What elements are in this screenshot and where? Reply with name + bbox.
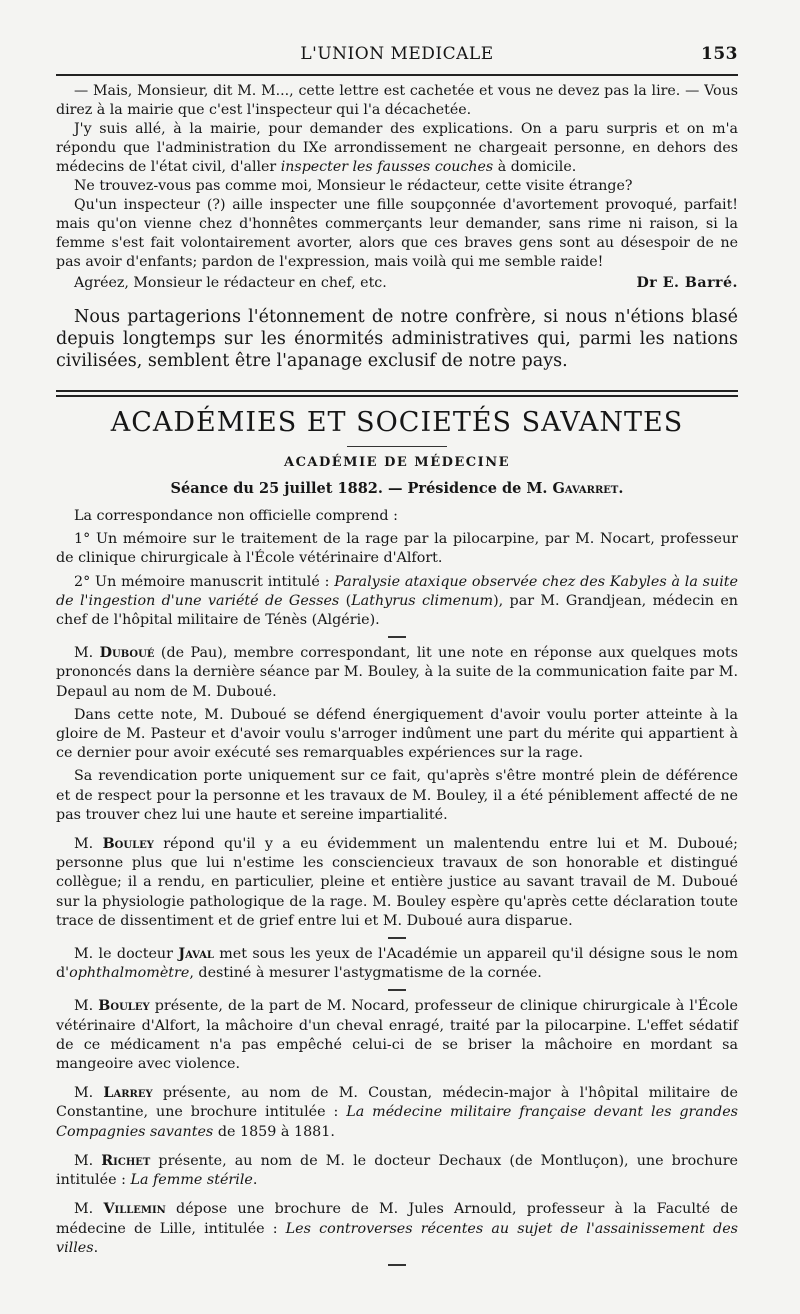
separator <box>388 989 406 991</box>
correspondence-item: 2° Un mémoire manuscrit intitulé : Paralysie ataxique observée chez des Kabyles à la suite de l'ingestion d'une variété de Gesses (Lathyrus climenum), par M. Grandjean, médecin en chef de l'hôpital militaire de Ténès (Algérie). <box>56 573 738 629</box>
letter-paragraph: — Mais, Monsieur, dit M. M..., cette lettre est cachetée et vous ne devez pas la lire. — Vous direz à la mairie que c'est l'inspecteur qui l'a décachetée. <box>56 83 738 118</box>
minutes-paragraph: M. Bouley présente, de la part de M. Nocard, professeur de clinique chirurgicale à l'École vétérinaire d'Alfort, la mâchoire d'un cheval enragé, traité par la pilocarpine. L'effet sédatif de ce médicament n'a pas empêché celui-ci de se briser la mâchoire en mordant sa mangeoire avec violence. <box>56 998 738 1073</box>
end-ornament <box>388 1264 406 1266</box>
letter-closing: Agréez, Monsieur le rédacteur en chef, etc. <box>74 275 387 291</box>
minutes-paragraph: Sa revendication porte uniquement sur ce fait, qu'après s'être montré plein de déférence et de respect pour la personne et les travaux de M. Bouley, il a été péniblement affecté de ne pas trouver chez lui une haute et sereine impartialité. <box>56 768 738 823</box>
running-head <box>56 38 738 68</box>
separator <box>388 636 406 638</box>
minutes-paragraph: Dans cette note, M. Duboué se défend énergiquement d'avoir voulu porter atteinte à la gloire de M. Pasteur et d'avoir voulu s'arroger indûment une part du mérite qui appartient à ce dernier pour avoir exécuté ses remarquables expériences sur la rage. <box>56 706 738 762</box>
title-rule <box>347 446 447 447</box>
minutes-paragraph: M. Villemin dépose une brochure de M. Jules Arnould, professeur à la Faculté de médecine de Lille, intitulée : Les controverses récentes au sujet de l'assainissement des villes. <box>56 1201 739 1256</box>
header-rule <box>56 74 738 76</box>
minutes-paragraph: M. Bouley répond qu'il y a eu évidemment un malentendu entre lui et M. Duboué; personne plus que lui n'estime les consciencieux travaux de son honorable et distingué collègue; il a rendu, en particulier, pleine et entière justice au savant travail de M. Duboué sur la physiologie pathologique de la rage. M. Bouley espère qu'après cette déclaration toute trace de dissentiment et de grief entre lui et M. Duboué aura disparue. <box>56 836 738 929</box>
letter-paragraph: Ne trouvez-vous pas comme moi, Monsieur le rédacteur, cette visite étrange? <box>74 178 633 194</box>
letter-paragraph: J'y suis allé, à la mairie, pour demander des explications. On a paru surpris et on m'a répondu que l'administration du IXe arrondissement ne chargeait personne, en dehors des médecins de l'état civil, d'aller inspecter les fausses couches à domicile. <box>56 121 738 175</box>
letter-closing-row <box>56 272 738 294</box>
correspondence-intro: La correspondance non officielle comprend : <box>74 508 398 524</box>
section-title: ACADÉMIES ET SOCIETÉS SAVANTES <box>110 407 684 438</box>
correspondence-item: 1° Un mémoire sur le traitement de la rage par la pilocarpine, par M. Nocart, professeur de clinique chirurgicale à l'École vétérinaire d'Alfort. <box>56 531 738 567</box>
academy-heading: ACADÉMIE DE MÉDECINE <box>283 455 510 470</box>
session-line: Séance du 25 juillet 1882. — Présidence de M. Gavarret. <box>170 480 624 497</box>
minutes-paragraph: M. Duboué (de Pau), membre correspondant, lit une note en réponse aux quelques mots prononcés dans la dernière séance par M. Bouley, à la suite de la communication faite par M. Depaul au nom de M. Duboué. <box>56 645 738 700</box>
page-number: 153 <box>701 44 738 64</box>
letter-signature: Dr E. Barré. <box>636 275 738 291</box>
minutes-paragraph: M. le docteur Javal met sous les yeux de l'Académie un appareil qu'il désigne sous le nom d'ophthalmomètre, destiné à mesurer l'astygmatisme de la cornée. <box>56 946 738 982</box>
letter <box>56 82 738 294</box>
minutes-paragraph: M. Larrey présente, au nom de M. Coustan, médecin-major à l'hôpital militaire de Constantine, une brochure intitulée : La médecine militaire française devant les grandes Compagnies savantes de 1859 à 1881. <box>56 1085 739 1140</box>
minutes-body <box>56 507 738 1266</box>
letter-paragraph: Qu'un inspecteur (?) aille inspecter une fille soupçonnée d'avortement provoqué, parfait! mais qu'on vienne chez d'honnêtes commerçants leur demander, sans rime ni raison, si la femme s'est fait volontairement avorter, alors que ces braves gens sont au désespoir de ne pas avoir d'enfants; pardon de l'expression, mais voilà qui me semble raide! <box>56 197 738 270</box>
separator <box>388 937 406 939</box>
minutes-paragraph: M. Richet présente, au nom de M. le docteur Dechaux (de Montluçon), une brochure intitulée : La femme stérile. <box>56 1152 738 1189</box>
editor-comment: Nous partagerions l'étonnement de notre confrère, si nous n'étions blasé depuis longtemps sur les énormités administratives qui, parmi les nations civilisées, semblent être l'apanage exclusif de notre pays. <box>56 307 738 371</box>
journal-title: L'UNION MEDICALE <box>300 44 494 64</box>
section-divider <box>56 390 738 397</box>
